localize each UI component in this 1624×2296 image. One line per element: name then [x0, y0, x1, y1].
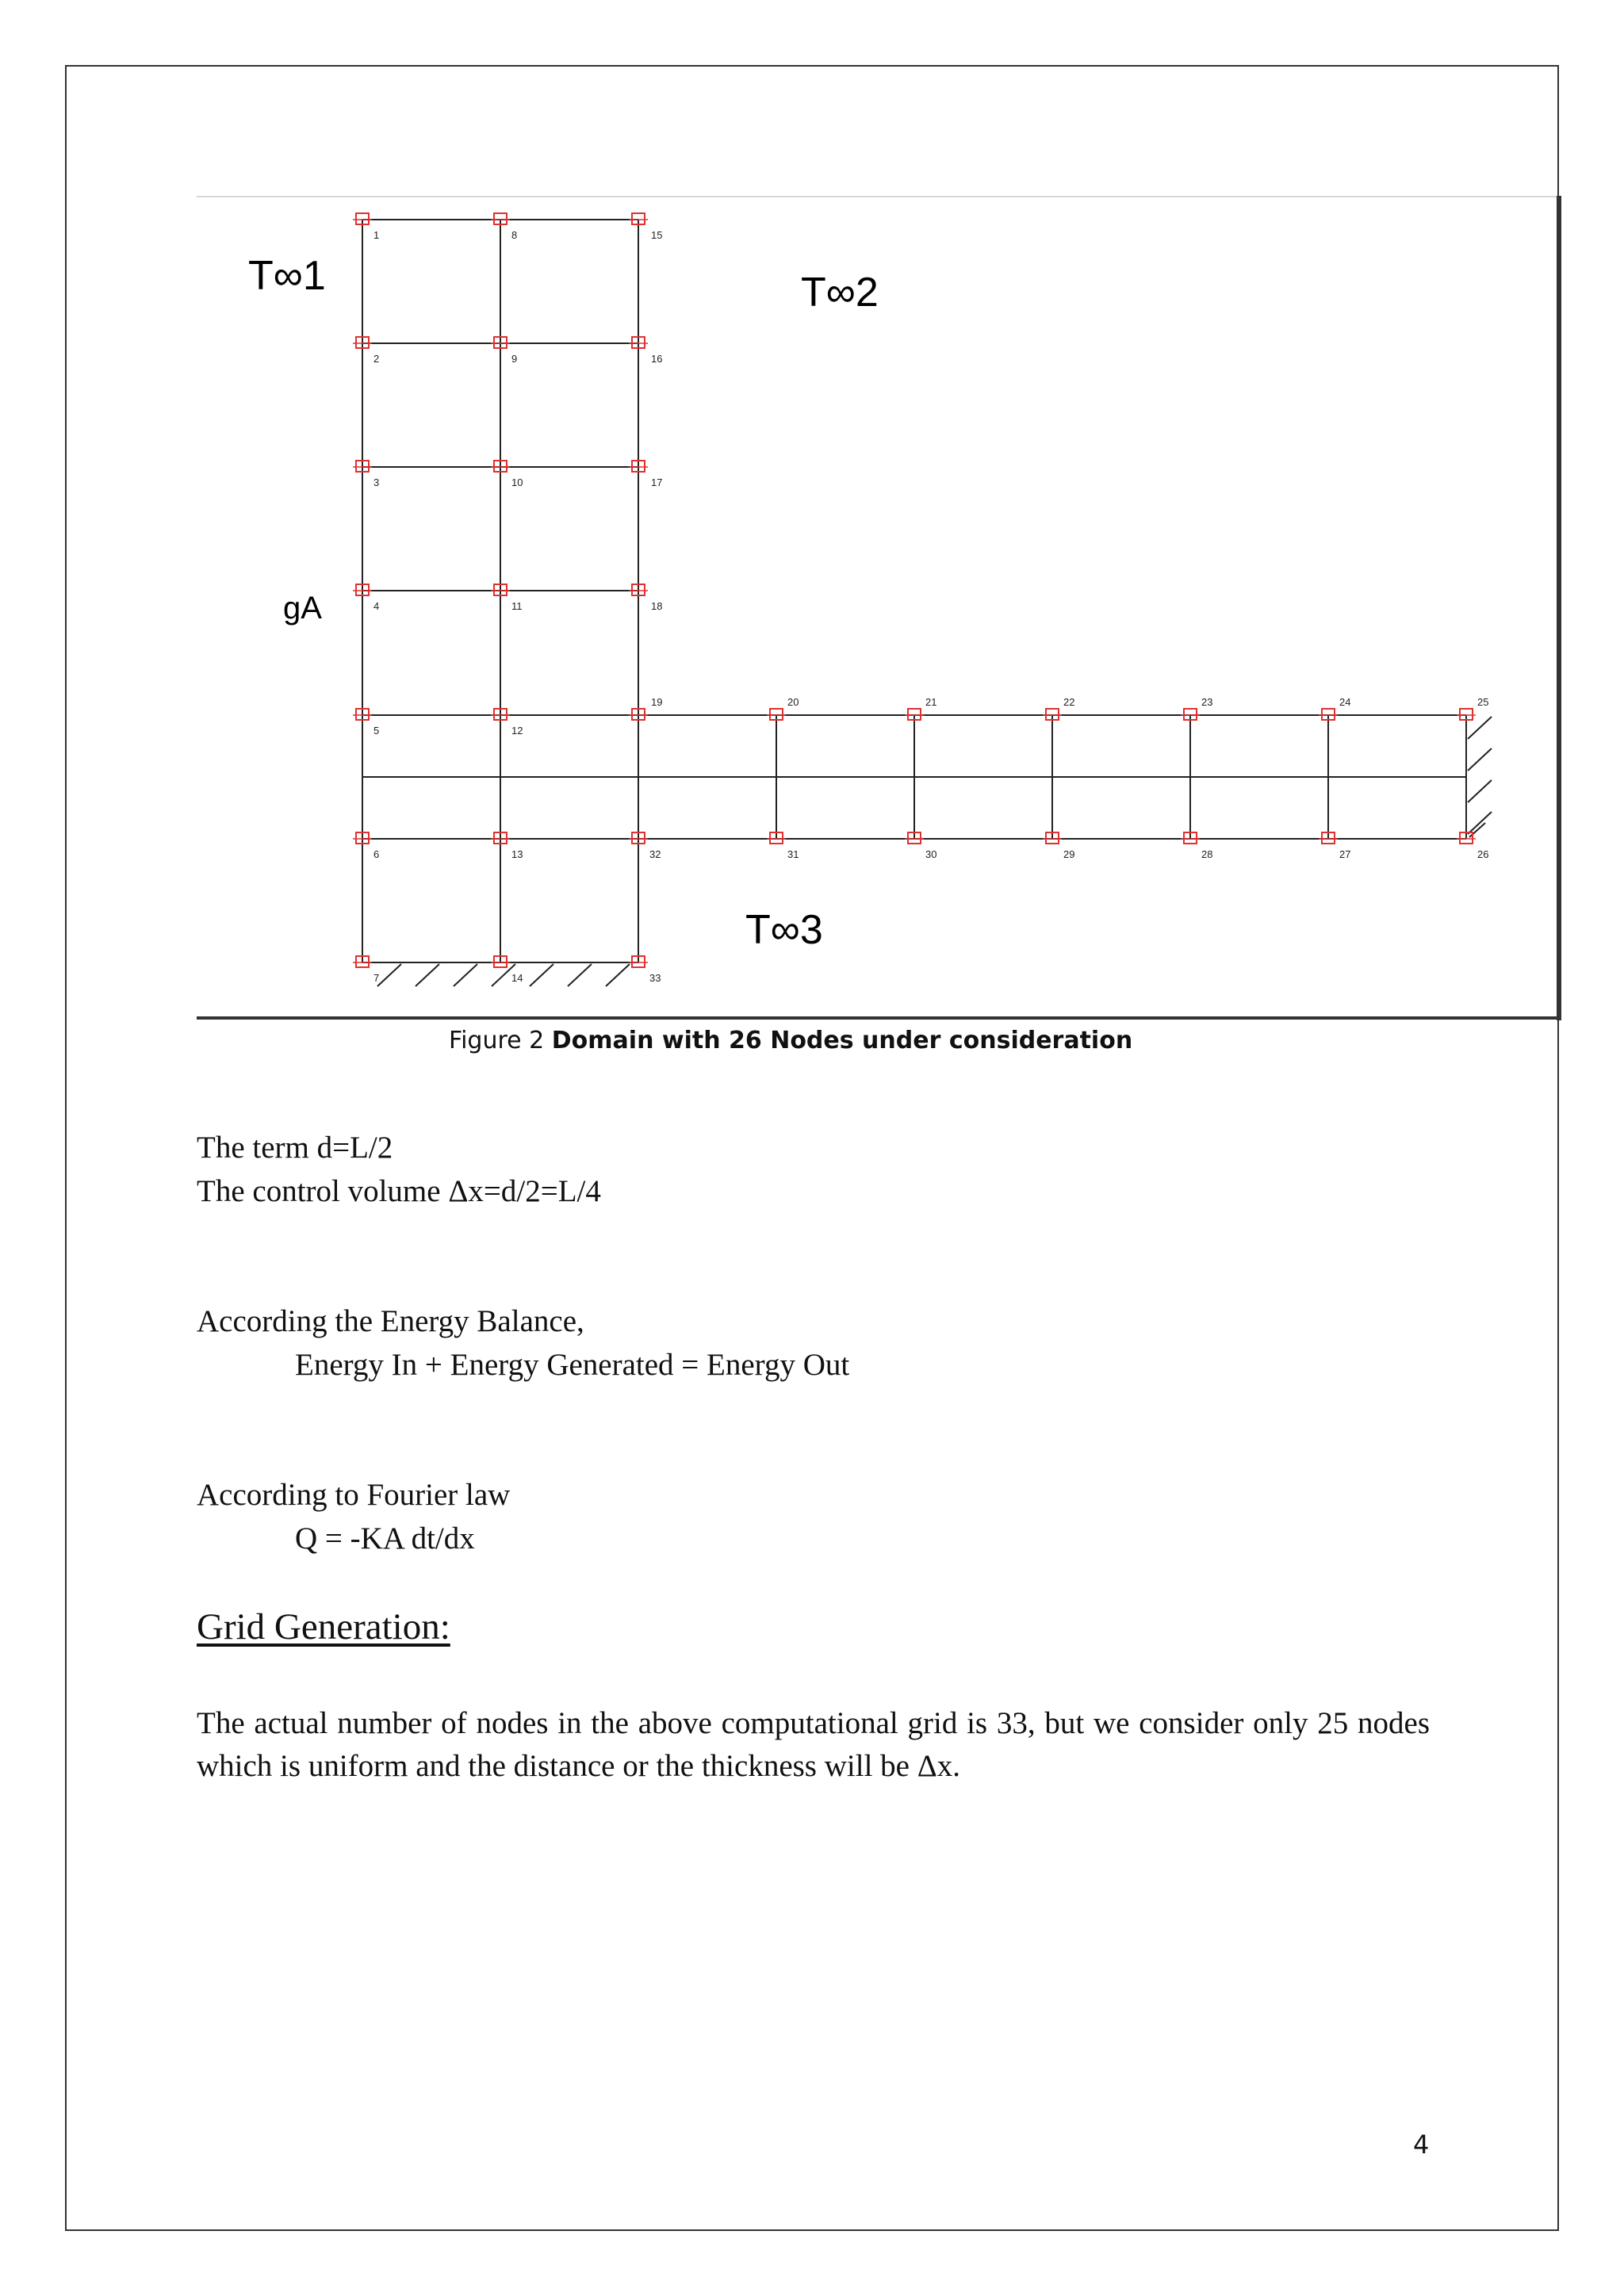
node-label: 5	[373, 725, 380, 737]
grid-node-27	[1319, 832, 1350, 860]
node-label: 7	[373, 972, 380, 984]
grid-paragraph: The actual number of nodes in the above computational grid is 33, but we consider only 25 nodes which is uniform and the distance or the thickness will be Δx.	[197, 1706, 1430, 1783]
node-label: 18	[651, 600, 663, 612]
node-label: 15	[651, 229, 663, 241]
node-label: 4	[373, 600, 380, 612]
node-label: 26	[1477, 848, 1489, 860]
t-inf-1-label: T∞1	[248, 253, 326, 299]
node-label: 21	[925, 696, 937, 708]
grid-node-30	[905, 832, 936, 860]
node-label: 29	[1063, 848, 1075, 860]
node-label: 23	[1201, 696, 1213, 708]
node-label: 10	[511, 476, 523, 488]
figure-caption	[449, 1027, 1132, 1054]
grid-node-15	[629, 213, 662, 241]
figure-domain-grid	[197, 196, 1564, 1020]
support-hatch	[1468, 780, 1492, 802]
grid-node-29	[1043, 832, 1074, 860]
grid-node-25	[1457, 696, 1488, 720]
caption-text: Domain with 26 Nodes under consideration	[551, 1027, 1133, 1054]
term-line: The term d=L/2	[197, 1131, 393, 1165]
fourier-equation: Q = -KA dt/dx	[295, 1521, 475, 1556]
t-inf-2-label: T∞2	[801, 270, 879, 316]
grid-node-28	[1181, 832, 1212, 860]
support-hatch	[454, 964, 477, 986]
grid-node-24	[1319, 696, 1350, 720]
grid-node-2	[353, 337, 379, 365]
support-hatch	[530, 964, 553, 986]
grid-diagram	[197, 196, 1564, 1020]
support-hatch	[1468, 812, 1492, 834]
node-label: 1	[373, 229, 380, 241]
node-label: 28	[1201, 848, 1213, 860]
node-label: 20	[787, 696, 799, 708]
energy-balance-intro: According the Energy Balance,	[197, 1304, 584, 1338]
grid-node-31	[767, 832, 799, 860]
grid-node-13	[491, 832, 523, 860]
node-label: 8	[511, 229, 518, 241]
node-label: 11	[511, 600, 523, 612]
control-volume-line: The control volume Δx=d/2=L/4	[197, 1174, 601, 1208]
grid-node-19	[629, 696, 662, 720]
grid-node-17	[629, 461, 662, 488]
node-label: 12	[511, 725, 523, 737]
grid-node-33	[629, 956, 661, 984]
support-hatch	[1468, 748, 1492, 771]
node-label: 16	[651, 353, 663, 365]
grid-node-9	[491, 337, 517, 365]
energy-balance-equation: Energy In + Energy Generated = Energy Out	[295, 1348, 850, 1382]
node-label: 25	[1477, 696, 1489, 708]
node-label: 17	[651, 476, 663, 488]
node-label: 13	[511, 848, 523, 860]
grid-node-16	[629, 337, 662, 365]
grid-node-6	[353, 832, 379, 860]
grid-node-11	[491, 584, 523, 612]
node-label: 30	[925, 848, 937, 860]
caption-number: Figure 2	[449, 1027, 545, 1054]
node-label: 2	[373, 353, 380, 365]
grid-node-23	[1181, 696, 1212, 720]
grid-node-21	[905, 696, 936, 720]
section-heading-grid-generation: Grid Generation:	[197, 1606, 450, 1647]
node-label: 27	[1339, 848, 1351, 860]
node-label: 9	[511, 353, 518, 365]
grid-node-3	[353, 461, 379, 488]
grid-node-12	[491, 709, 523, 737]
fourier-intro: According to Fourier law	[197, 1478, 511, 1512]
support-hatch	[416, 964, 439, 986]
support-hatch	[606, 964, 630, 986]
support-hatch	[568, 964, 592, 986]
grid-node-14	[491, 956, 523, 984]
ga-label: gA	[283, 591, 322, 626]
grid-node-5	[353, 709, 379, 737]
support-hatch	[377, 964, 401, 986]
page-number: 4	[1413, 2130, 1430, 2160]
node-label: 32	[649, 848, 661, 860]
node-label: 19	[651, 696, 663, 708]
grid-node-26	[1457, 832, 1488, 860]
grid-node-20	[767, 696, 799, 720]
node-label: 24	[1339, 696, 1351, 708]
node-label: 33	[649, 972, 661, 984]
grid-node-32	[629, 832, 661, 860]
node-label: 31	[787, 848, 799, 860]
grid-node-4	[353, 584, 379, 612]
grid-node-22	[1043, 696, 1074, 720]
grid-node-10	[491, 461, 523, 488]
node-label: 14	[511, 972, 523, 984]
grid-node-8	[491, 213, 517, 241]
grid-node-7	[353, 956, 379, 984]
grid-node-1	[353, 213, 379, 241]
node-label: 22	[1063, 696, 1075, 708]
t-inf-3-label: T∞3	[745, 907, 823, 953]
grid-node-18	[629, 584, 662, 612]
node-label: 6	[373, 848, 380, 860]
node-label: 3	[373, 476, 380, 488]
